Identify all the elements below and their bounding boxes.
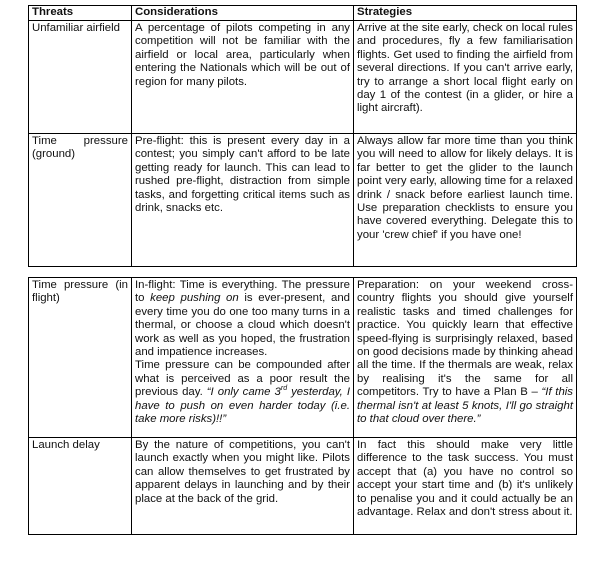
strategies-cell: Always allow far more time than you think you will need to allow for likely delays. It is far better to get the glider to the launch point very early, allowing time for a relaxed drink / snack before earliest launch time. Use preparation checklists to ensure you have covered everything. Delegate this to your 'crew chief' if you have one! <box>354 134 577 267</box>
considerations-cell: Pre-flight: this is present every day in a contest; you simply can't afford to be late getting ready for launch. This can lead to rushed pre-flight, distraction from simple tasks, and forgetting critical items such as drink, snacks etc. <box>132 134 354 267</box>
strategies-cell: Arrive at the site early, check on local rules and procedures, fly a few familiarisation flights. Get used to finding the airfield from several directions. If you can't arrive early, try to arrange a short local flight early on day 1 of the contest (in a glider, or hire a light aircraft). <box>354 21 577 134</box>
table-row <box>29 21 577 134</box>
considerations-text: In-flight: Time is everything. The pressure to <box>135 279 350 305</box>
considerations-cell: A percentage of pilots competing in any competition will not be familiar with the airfield or local area, particularly when entering the Nationals which will be out of region for many pilots. <box>132 21 354 134</box>
threat-cell: Time pressure (in flight) <box>29 278 132 438</box>
threat-cell: Unfamiliar airfield <box>29 21 132 134</box>
strategies-cell: In fact this should make very little difference to the task success. You must accept that (a) you have no control so accept your start time and (b) it's unlikely to penalise you and it could actually be an advantage. Relax and don't stress about it. <box>354 438 577 535</box>
header-row <box>29 6 577 21</box>
header-threats: Threats <box>29 6 132 21</box>
quote-text: “If this thermal isn't at least 5 knots, I'll go straight to that cloud over there.” <box>357 386 574 426</box>
threats-table-bottom <box>28 277 577 535</box>
threat-cell: Launch delay <box>29 438 132 535</box>
ordinal-suffix: rd <box>280 385 288 393</box>
threat-cell: Time pressure (ground) <box>29 134 132 267</box>
table-row <box>29 134 577 267</box>
emphasis-text: keep pushing on <box>150 292 239 305</box>
table-row <box>29 278 577 438</box>
header-considerations: Considerations <box>132 6 354 21</box>
quote-part: “I only came 3 <box>206 386 281 399</box>
quote-part: yesterday, I have to push on even harder today (i.e. take more risks)!!” <box>135 386 350 426</box>
considerations-cell <box>132 278 354 438</box>
considerations-cell: By the nature of competitions, you can't launch exactly when you might like. Pilots can allow themselves to get frustrated by apparent delays in launching and by their place at the back of the grid. <box>132 438 354 535</box>
strategies-text: Preparation: on your weekend cross-country flights you should give yourself realistic tasks and timed challenges for practice. You quickly learn that effective speed-flying is surprisingly relaxed, based on good decisions made by thinking ahead all the time. If the thermals are weak, relax by realising it's the same for all competitors. Try to have a Plan B – <box>357 279 573 399</box>
header-strategies: Strategies <box>354 6 577 21</box>
considerations-text: Time pressure can be compounded after what is perceived as a poor result the previous day. <box>135 359 350 399</box>
threats-table-top <box>28 5 577 267</box>
considerations-text: is ever-present, and every time you do one too many turns in a thermal, or choose a cloud which doesn't work as well as you hoped, the frustration and impatience increases. <box>135 292 350 359</box>
table-row <box>29 438 577 535</box>
strategies-cell <box>354 278 577 438</box>
